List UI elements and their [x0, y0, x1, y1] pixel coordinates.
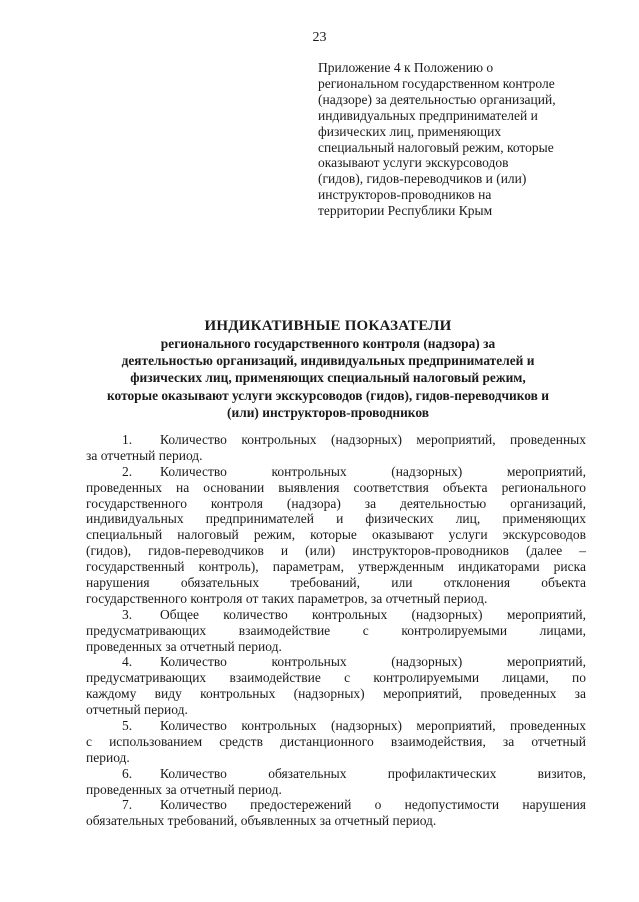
- item-line: [86, 797, 586, 813]
- item-line: индивидуальных предпринимателей и физических лиц, применяющих: [86, 511, 586, 527]
- item-number: 6.: [122, 765, 133, 781]
- heading-line: деятельностью организаций, индивидуальных предпринимателей и: [121, 353, 535, 369]
- appendix-line: (надзоре) за деятельностью организаций,: [318, 91, 556, 107]
- item-line: [86, 766, 586, 782]
- item-line: за отчетный период.: [86, 447, 203, 463]
- item-line: проведенных на основании выявления соответствия объекта регионального: [86, 479, 586, 495]
- item-line: предусматривающих взаимодействие с контролируемыми лицами, по: [86, 670, 586, 686]
- item-line: [86, 607, 586, 623]
- list-item: [86, 766, 586, 798]
- indicator-list: [86, 432, 586, 829]
- item-number: 3.: [122, 606, 133, 622]
- appendix-line: региональном государственном контроле: [318, 75, 555, 91]
- list-item: [86, 607, 586, 655]
- list-item: [86, 464, 586, 607]
- appendix-line: (гидов), гидов-переводчиков и (или): [318, 171, 527, 187]
- item-line: отчетный период.: [86, 702, 188, 718]
- item-line: проведенных за отчетный период.: [86, 638, 282, 654]
- appendix-line: Приложение 4 к Положению о: [318, 60, 494, 75]
- item-line: предусматривающих взаимодействие с контролируемыми лицами,: [86, 622, 586, 638]
- appendix-line: оказывают услуги экскурсоводов: [318, 155, 509, 171]
- item-text: Количество контрольных (надзорных) мероприятий, проведенных: [160, 432, 586, 447]
- item-text: Количество контрольных (надзорных) мероприятий,: [160, 654, 586, 670]
- item-line: нарушения обязательных требований, или отклонения объекта: [86, 575, 586, 591]
- item-line: государственного контроля от таких параметров, за отчетный период.: [86, 590, 488, 606]
- item-line: с использованием средств дистанционного взаимодействия, за отчетный: [86, 733, 586, 749]
- item-number: 1.: [122, 432, 133, 447]
- item-line: каждому виду контрольных (надзорных) мероприятий, проведенных за: [86, 686, 586, 702]
- appendix-line: физических лиц, применяющих: [318, 123, 502, 139]
- heading-line: физических лиц, применяющих специальный налоговый режим,: [130, 370, 526, 386]
- item-line: [86, 464, 586, 480]
- item-text: Количество контрольных (надзорных) мероприятий, проведенных: [160, 718, 586, 734]
- item-line: период.: [86, 749, 130, 765]
- item-line: [86, 432, 586, 448]
- appendix-line: территории Республики Крым: [318, 203, 493, 219]
- item-line: (гидов), гидов-переводчиков и (или) инструкторов-проводников (далее –: [86, 543, 586, 559]
- list-item: [86, 797, 586, 829]
- heading-line: (или) инструкторов-проводников: [227, 404, 429, 420]
- list-item: [86, 432, 586, 464]
- item-number: 2.: [122, 463, 133, 479]
- appendix-line: индивидуальных предпринимателей и: [318, 107, 538, 123]
- item-number: 7.: [122, 797, 133, 813]
- item-line: проведенных за отчетный период.: [86, 781, 282, 797]
- item-line: [86, 654, 586, 670]
- item-text: Количество контрольных (надзорных) мероприятий,: [160, 463, 586, 479]
- item-number: 5.: [122, 718, 133, 734]
- item-line: [86, 718, 586, 734]
- heading-line: регионального государственного контроля (надзора) за: [160, 336, 496, 351]
- page-number: 23: [312, 30, 327, 45]
- appendix-line: инструкторов-проводников на: [318, 187, 492, 203]
- item-line: обязательных требований, объявленных за отчетный период.: [86, 813, 437, 829]
- appendix-line: специальный налоговый режим, которые: [318, 139, 554, 155]
- appendix-note: [318, 60, 598, 219]
- heading-title: ИНДИКАТИВНЫЕ ПОКАЗАТЕЛИ: [204, 318, 452, 334]
- item-number: 4.: [122, 654, 133, 670]
- item-text: Общее количество контрольных (надзорных) мероприятий,: [160, 606, 586, 622]
- document-heading: [70, 317, 586, 421]
- item-line: государственного контроля (надзора) за деятельностью организаций,: [86, 495, 586, 511]
- list-item: [86, 654, 586, 718]
- item-text: Количество предостережений о недопустимости нарушения: [160, 797, 586, 813]
- item-text: Количество обязательных профилактических визитов,: [160, 765, 586, 781]
- list-item: [86, 718, 586, 766]
- item-line: государственный контроль), параметрам, утвержденным индикаторами риска: [86, 559, 586, 575]
- item-line: специальный налоговый режим, которые оказывают услуги экскурсоводов: [86, 527, 586, 543]
- heading-line: которые оказывают услуги экскурсоводов (гидов), гидов-переводчиков и: [107, 387, 549, 403]
